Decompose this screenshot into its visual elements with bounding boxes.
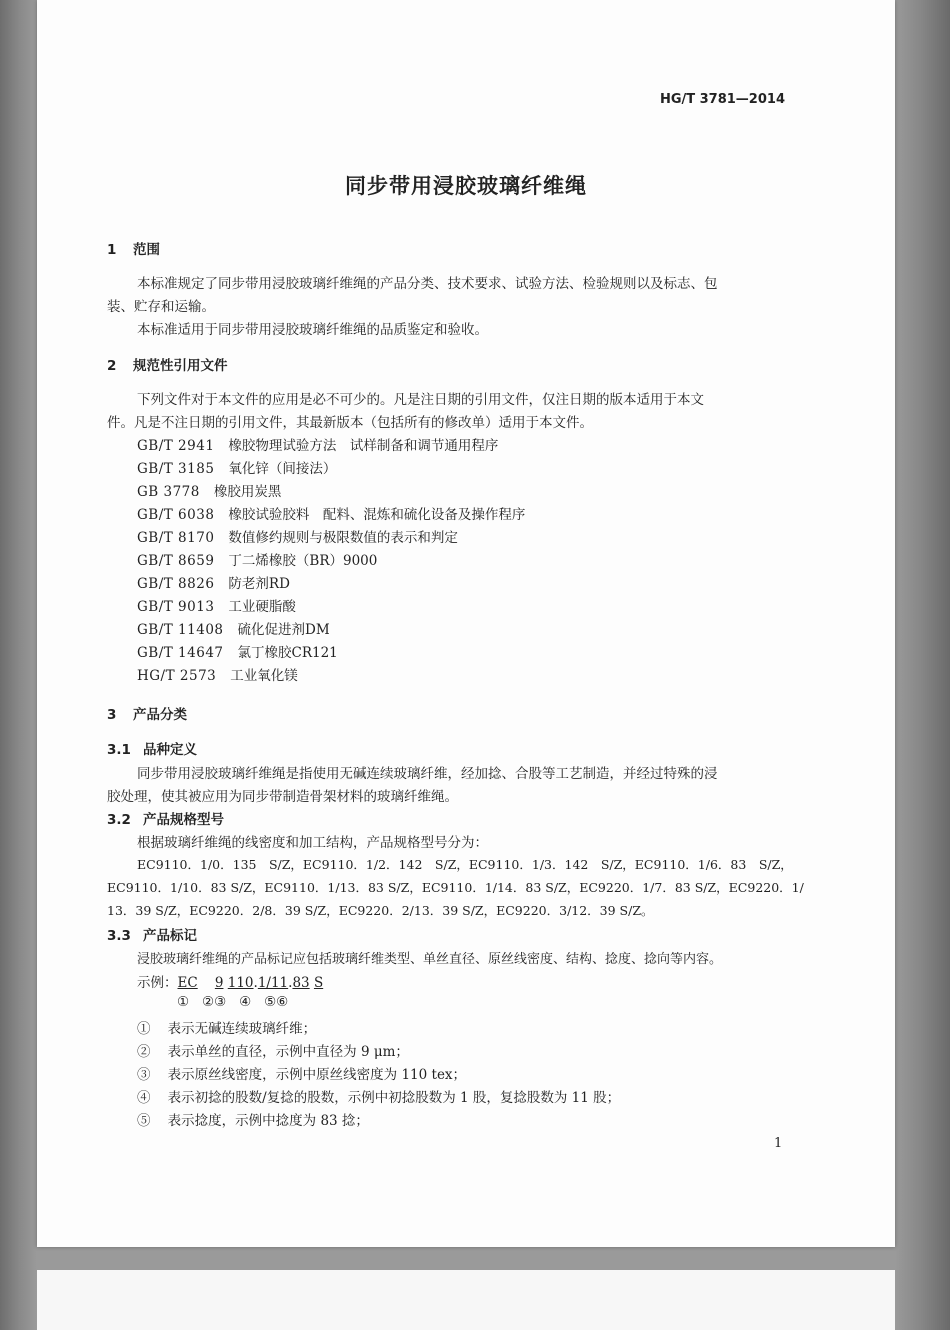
marking-item: ① 表示无碱连续玻璃纤维； — [137, 1021, 317, 1037]
section-3-2-heading: 3.2 产品规格型号 — [107, 812, 224, 828]
reference-item: GB/T 2941 橡胶物理试验方法 试样制备和调节通用程序 — [137, 438, 499, 454]
marking-markers: ① ②③ ④ ⑤⑥ — [177, 994, 289, 1010]
marking-item: ⑤ 表示捻度，示例中捻度为 83 捻； — [137, 1113, 369, 1129]
document-page — [37, 0, 895, 1247]
paragraph: 同步带用浸胶玻璃纤维绳是指使用无碱连续玻璃纤维，经加捻、合股等工艺制造，并经过特殊的浸 — [137, 766, 718, 782]
page-number: 1 — [774, 1136, 783, 1151]
reference-item: GB/T 8826 防老剂RD — [137, 576, 290, 592]
next-page-edge — [37, 1270, 895, 1330]
spec-list-line: 13．39 S/Z，EC9220．2/8．39 S/Z，EC9220．2/13．39 S/Z，EC9220．3/12．39 S/Z。 — [107, 903, 654, 918]
reference-item: GB/T 8659 丁二烯橡胶（BR）9000 — [137, 553, 378, 569]
section-3-heading: 3 产品分类 — [107, 707, 187, 723]
paragraph: 本标准适用于同步带用浸胶玻璃纤维绳的品质鉴定和验收。 — [137, 322, 488, 338]
paragraph: 下列文件对于本文件的应用是必不可少的。凡是注日期的引用文件，仅注日期的版本适用于本文 — [137, 392, 704, 408]
paragraph: 胶处理，使其被应用为同步带制造骨架材料的玻璃纤维绳。 — [107, 789, 458, 805]
spec-list-line: EC9110．1/10．83 S/Z，EC9110．1/13．83 S/Z，EC9110．1/14．83 S/Z，EC9220．1/7．83 S/Z，EC9220．1/ — [107, 880, 804, 895]
document-title: 同步带用浸胶玻璃纤维绳 — [345, 174, 587, 198]
marking-item: ④ 表示初捻的股数/复捻的股数，示例中初捻股数为 1 股，复捻股数为 11 股； — [137, 1090, 621, 1106]
marking-example: 示例：EC 9 110.1/11.83 S — [137, 975, 324, 991]
reference-item: GB/T 14647 氯丁橡胶CR121 — [137, 645, 338, 661]
marking-item: ③ 表示原丝线密度，示例中原丝线密度为 110 tex； — [137, 1067, 467, 1083]
reference-item: HG/T 2573 工业氧化镁 — [137, 668, 298, 684]
section-3-1-heading: 3.1 品种定义 — [107, 742, 197, 758]
document-number: HG/T 3781—2014 — [659, 92, 785, 107]
paragraph: 根据玻璃纤维绳的线密度和加工结构，产品规格型号分为： — [137, 835, 488, 851]
paragraph: 本标准规定了同步带用浸胶玻璃纤维绳的产品分类、技术要求、试验方法、检验规则以及标志、包 — [137, 276, 718, 292]
reference-item: GB/T 3185 氧化锌（间接法） — [137, 461, 337, 477]
section-2-heading: 2 规范性引用文件 — [107, 358, 228, 374]
reference-item: GB/T 6038 橡胶试验胶料 配料、混炼和硫化设备及操作程序 — [137, 507, 526, 523]
section-1-heading: 1 范围 — [107, 242, 160, 258]
reference-item: GB 3778 橡胶用炭黑 — [137, 484, 282, 500]
reference-item: GB/T 8170 数值修约规则与极限数值的表示和判定 — [137, 530, 458, 546]
section-3-3-heading: 3.3 产品标记 — [107, 928, 197, 944]
paragraph: 件。凡是不注日期的引用文件，其最新版本（包括所有的修改单）适用于本文件。 — [107, 415, 593, 431]
reference-item: GB/T 9013 工业硬脂酸 — [137, 599, 296, 615]
marking-item: ② 表示单丝的直径，示例中直径为 9 μm； — [137, 1044, 409, 1060]
spec-list-line: EC9110．1/0．135 S/Z，EC9110．1/2．142 S/Z，EC9110．1/3．142 S/Z，EC9110．1/6．83 S/Z， — [137, 857, 793, 872]
paragraph: 装、贮存和运输。 — [107, 299, 215, 315]
paragraph: 浸胶玻璃纤维绳的产品标记应包括玻璃纤维类型、单丝直径、原丝线密度、结构、捻度、捻向等内容。 — [137, 952, 723, 967]
reference-item: GB/T 11408 硫化促进剂DM — [137, 622, 330, 638]
